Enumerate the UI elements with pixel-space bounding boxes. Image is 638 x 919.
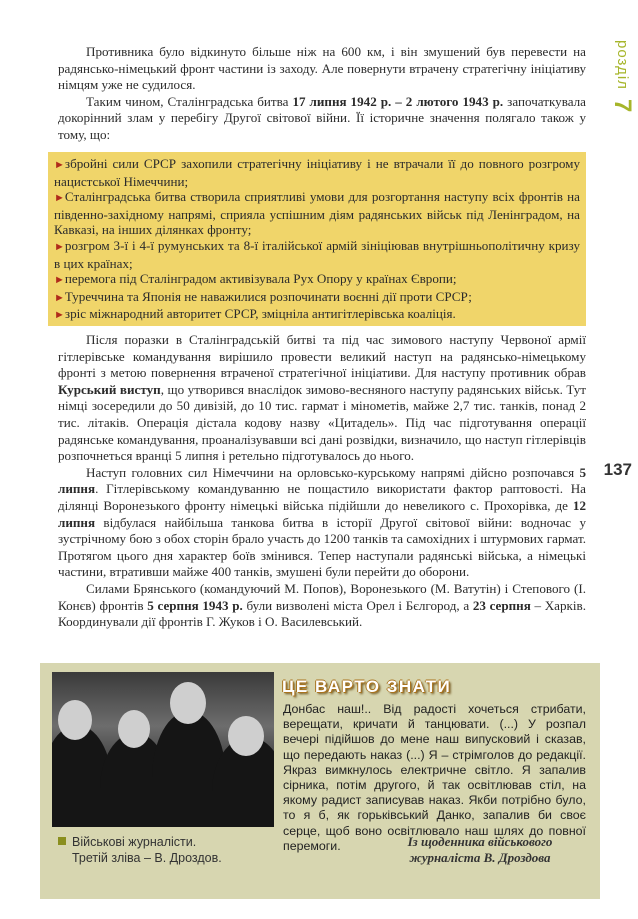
significance-list: [48, 152, 586, 324]
emphasis-text: 5 липня: [58, 464, 586, 497]
list-item: [54, 238, 580, 271]
list-item: [54, 271, 580, 289]
aside-source: [380, 834, 580, 866]
chapter-label: [608, 40, 636, 113]
paragraph-text: відбулася найбільша танкова битва в історії Другої світової війни: водночас у зустрічному бою з обох сторін брало участь до 1200 танків та самохідних і штурмових гармат. Протягом цього дня характер боїв змінився. Тепер наступали радянські війська, а німецькі частини, втративши майже 400 танків, змушені були перейти до оборони.: [58, 514, 586, 580]
intro-paragraph: [58, 94, 586, 144]
paragraph-text: . Гітлерівському командуванню не пощастило використати фактор раптовості. На ділянці Воронезького фронту німецькі війська підійшли до невеликого с. Прохорівка, де: [58, 481, 586, 513]
emphasis-text: 5 серпня 1943 р.: [147, 597, 243, 613]
paragraph-text: Таким чином, Сталінградська битва: [86, 93, 293, 109]
paragraph-text: започаткувала докорінний злам у перебігу Другої світової війни. Її історичне значення полягало також у тому, що:: [58, 93, 586, 142]
paragraph-text: Противника було відкинуто більше ніж на 600 км, і він змушений був перевести на радянсько-німецький фронт частини із заходу. Але повернути втрачену стратегічну ініціативу німцям уже не судилося.: [58, 44, 586, 93]
significance-box: [48, 152, 586, 326]
intro-text: [58, 44, 586, 144]
list-item: [54, 306, 580, 324]
arrow-bullet-icon: ►: [54, 240, 65, 253]
aside-title: ЦЕ ВАРТО ЗНАТИ: [282, 677, 452, 696]
list-item-text: зріс міжнародний авторитет СРСР, зміцніла антигітлерівська коаліція.: [64, 306, 456, 322]
arrow-bullet-icon: ►: [54, 274, 65, 287]
arrow-bullet-icon: ►: [54, 309, 65, 322]
aside-source-line-1: Із щоденника військового: [407, 834, 553, 849]
paragraph-text: Після поразки в Сталінградській битві та під час зимового наступу Червоної армії гітлерівське командування вирішило провести великий наступ на радянсько-німецькому фронті з метою повернення втраченої стратегічної ініціативи. Для наступу противник обрав: [58, 332, 586, 381]
journalists-photo: [52, 672, 274, 827]
intro-paragraph: [58, 44, 586, 94]
list-item-text: Туреччина та Японія не наважилися розпочинати воєнні дії проти СРСР;: [64, 288, 472, 304]
paragraph-text: Силами Брянського (командуючий М. Попов), Воронезького (М. Ватутін) і Степового (І. Конєв) фронтів: [58, 580, 586, 613]
list-item-text: збройні сили СРСР захопили стратегічну ініціативу і не втрачали її до повного розгрому нацистської Німеччини;: [54, 156, 580, 189]
arrow-bullet-icon: ►: [54, 159, 65, 171]
paragraph-text: Наступ головних сил Німеччини на орловсько-курському напрямі дійсно розпочався: [86, 464, 580, 480]
list-item-text: Сталінградська битва створила сприятливі умови для розгортання наступу всіх фронтів на південно-західному напрямі, сприяла успішним діям радянських військ під Ленінградом, на Кавказі, на інших ділянках фронту;: [54, 189, 580, 238]
paragraph-text: , що утворився внаслідок зимово-весняного наступу радянських військ. Тут німці зосередили до 50 дивізій, до 10 тис. гармат і мінометів, майже 2,7 тис. танків, понад 2 тис. літаків. Операція дістала кодову назву «Цитадель». Під час підготування операції радянське командування, проаналізувавши всі дані розвідки, визначило, що наступ гітлерівців розпочнеться вранці 5 липня і ретельно підготувалось до нього.: [58, 381, 586, 464]
chapter-word: розділ: [614, 40, 631, 90]
emphasis-text: 17 липня 1942 р. – 2 лютого 1943 р.: [292, 93, 504, 109]
list-item: [54, 156, 580, 189]
chapter-tab: [608, 40, 636, 128]
arrow-bullet-icon: ►: [54, 291, 65, 304]
caption-line-2: Третій зліва – В. Дроздов.: [72, 851, 222, 865]
paragraph-text: були визволені міста Орел і Бєлгород, а: [242, 597, 473, 613]
emphasis-text: 23 серпня: [472, 597, 531, 613]
list-item-text: перемога під Сталінградом активізувала Рух Опору у країнах Європи;: [64, 271, 457, 287]
arrow-bullet-icon: ►: [54, 192, 65, 205]
list-item-text: розгром 3-ї і 4-ї румунських та 8-ї італійської армій зініціював внутрішньополітичну кризу в цих країнах;: [54, 237, 580, 271]
body-paragraph: [58, 581, 586, 631]
caption-bullet-icon: [58, 837, 66, 845]
caption-line-1: Військові журналісти.: [72, 835, 197, 849]
body-paragraph: [58, 332, 586, 465]
body-paragraph: [58, 465, 586, 581]
page-number: 137: [603, 460, 632, 479]
body-text: [58, 332, 586, 631]
aside-quote: Донбас наш!.. Від радості хочеться стрибати, верещати, кричати й танцювати. (...) У розпал вечері підійшов до мене наш випусковий і сказав, що передають наказ (...) Я – стрімголов до редакції. Якраз вимкнулось електричне світло. Я запалив сірника, потім другого, й так освітлював стіл, на якому радист записував наказ. Якби потрібно було, то я б, як горьківський Данко, запалив би своє серце, щоб воно освітлювало наш шлях до повної перемоги.: [283, 702, 586, 853]
emphasis-text: 12 липня: [58, 497, 586, 530]
list-item: [54, 289, 580, 307]
emphasis-text: Курський виступ: [58, 381, 161, 397]
list-item: [54, 189, 580, 238]
chapter-number: 7: [609, 99, 636, 114]
photo-caption: [58, 834, 278, 866]
paragraph-text: – Харків. Координували дії фронтів Г. Жуков і О. Василевський.: [58, 597, 586, 630]
aside-source-line-2: журналіста В. Дроздова: [409, 850, 551, 865]
